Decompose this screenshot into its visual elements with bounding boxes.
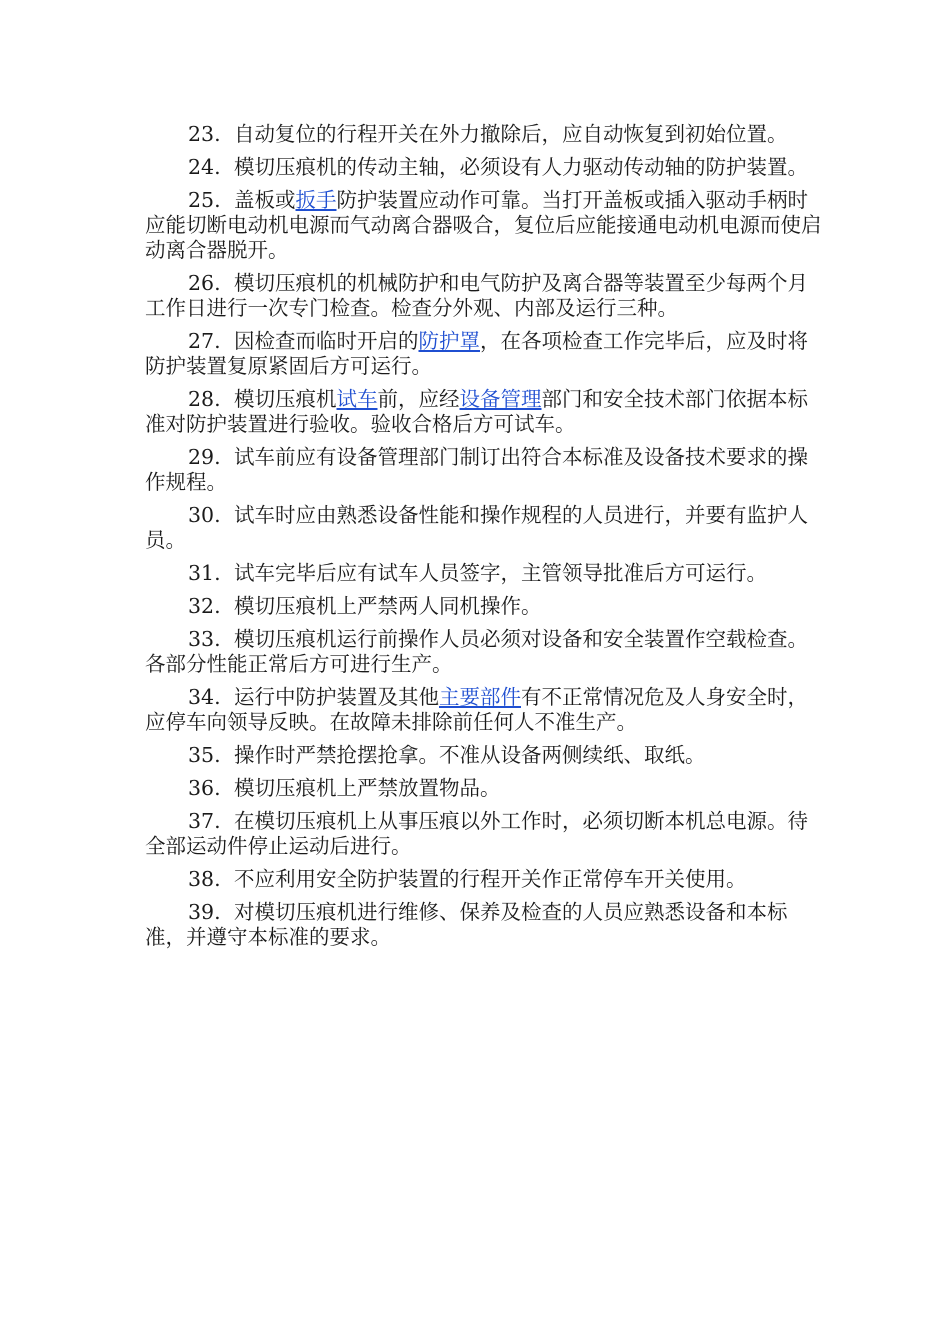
clause-number: 37. (188, 809, 221, 833)
clause-number: 30. (188, 503, 221, 527)
clause-text: 盖板或 (234, 188, 296, 212)
clause-number: 32. (188, 594, 221, 618)
clause-paragraph (145, 271, 825, 321)
glossary-link[interactable]: 试车 (336, 387, 378, 411)
clause-paragraph (145, 122, 825, 147)
clause-text: 试车前应有设备管理部门制订出符合本标准及设备技术要求的操作规程。 (145, 445, 808, 494)
clause-paragraph (145, 776, 825, 801)
clause-text: 运行中防护装置及其他 (234, 685, 439, 709)
clause-paragraph (145, 809, 825, 859)
clause-number: 27. (188, 329, 221, 353)
document-body (145, 122, 825, 958)
clause-paragraph (145, 685, 825, 735)
clause-text: 模切压痕机运行前操作人员必须对设备和安全装置作空载检查。各部分性能正常后方可进行生产。 (145, 627, 808, 676)
clause-paragraph (145, 561, 825, 586)
glossary-link[interactable]: 设备管理 (459, 387, 542, 411)
clause-text: 模切压痕机 (234, 387, 337, 411)
clause-text: 部门和安全技术部门依据本标准对防护装置进行验收。验收合格后方可试车。 (145, 387, 808, 436)
clause-text: ，在各项检查工作完毕后，应及时将防护装置复原紧固后方可运行。 (145, 329, 808, 378)
clause-text: 试车时应由熟悉设备性能和操作规程的人员进行，并要有监护人员。 (145, 503, 808, 552)
clause-text: 有不正常情况危及人身安全时，应停车向领导反映。在故障未排除前任何人不准生产。 (145, 685, 808, 734)
clause-paragraph (145, 743, 825, 768)
clause-paragraph (145, 503, 825, 553)
clause-paragraph (145, 155, 825, 180)
clause-text: 操作时严禁抢摆抢拿。不准从设备两侧续纸、取纸。 (234, 743, 706, 767)
clause-number: 25. (188, 188, 221, 212)
clause-text: 自动复位的行程开关在外力撤除后，应自动恢复到初始位置。 (234, 122, 788, 146)
clause-number: 31. (188, 561, 221, 585)
clause-number: 39. (188, 900, 221, 924)
clause-number: 26. (188, 271, 221, 295)
clause-number: 38. (188, 867, 221, 891)
clause-text: 模切压痕机上严禁两人同机操作。 (234, 594, 542, 618)
clause-text: 防护装置应动作可靠。当打开盖板或插入驱动手柄时应能切断电动机电源而气动离合器吸合，复位后应能接通电动机电源而使启动离合器脱开。 (145, 188, 822, 262)
clause-text: 试车完毕后应有试车人员签字，主管领导批准后方可运行。 (234, 561, 767, 585)
clause-paragraph (145, 900, 825, 950)
clause-number: 24. (188, 155, 221, 179)
clause-number: 28. (188, 387, 221, 411)
clause-number: 29. (188, 445, 221, 469)
clause-paragraph (145, 867, 825, 892)
clause-text: 对模切压痕机进行维修、保养及检查的人员应熟悉设备和本标准，并遵守本标准的要求。 (145, 900, 788, 949)
clause-text: 在模切压痕机上从事压痕以外工作时，必须切断本机总电源。待全部运动件停止运动后进行。 (145, 809, 808, 858)
clause-text: 不应利用安全防护装置的行程开关作正常停车开关使用。 (234, 867, 747, 891)
clause-paragraph (145, 329, 825, 379)
glossary-link[interactable]: 扳手 (295, 188, 337, 212)
clause-text: 模切压痕机的机械防护和电气防护及离合器等装置至少每两个月工作日进行一次专门检查。检查分外观、内部及运行三种。 (145, 271, 808, 320)
clause-number: 36. (188, 776, 221, 800)
clause-number: 34. (188, 685, 221, 709)
clause-text: 因检查而临时开启的 (234, 329, 419, 353)
glossary-link[interactable]: 防护罩 (418, 329, 480, 353)
clause-text: 模切压痕机上严禁放置物品。 (234, 776, 501, 800)
clause-number: 23. (188, 122, 221, 146)
glossary-link[interactable]: 主要部件 (439, 685, 521, 709)
clause-paragraph (145, 188, 825, 263)
clause-number: 35. (188, 743, 221, 767)
clause-paragraph (145, 445, 825, 495)
clause-paragraph (145, 627, 825, 677)
clause-paragraph (145, 387, 825, 437)
clause-number: 33. (188, 627, 221, 651)
clause-paragraph (145, 594, 825, 619)
clause-text: 模切压痕机的传动主轴，必须设有人力驱动传动轴的防护装置。 (234, 155, 808, 179)
clause-text: 前，应经 (377, 387, 460, 411)
